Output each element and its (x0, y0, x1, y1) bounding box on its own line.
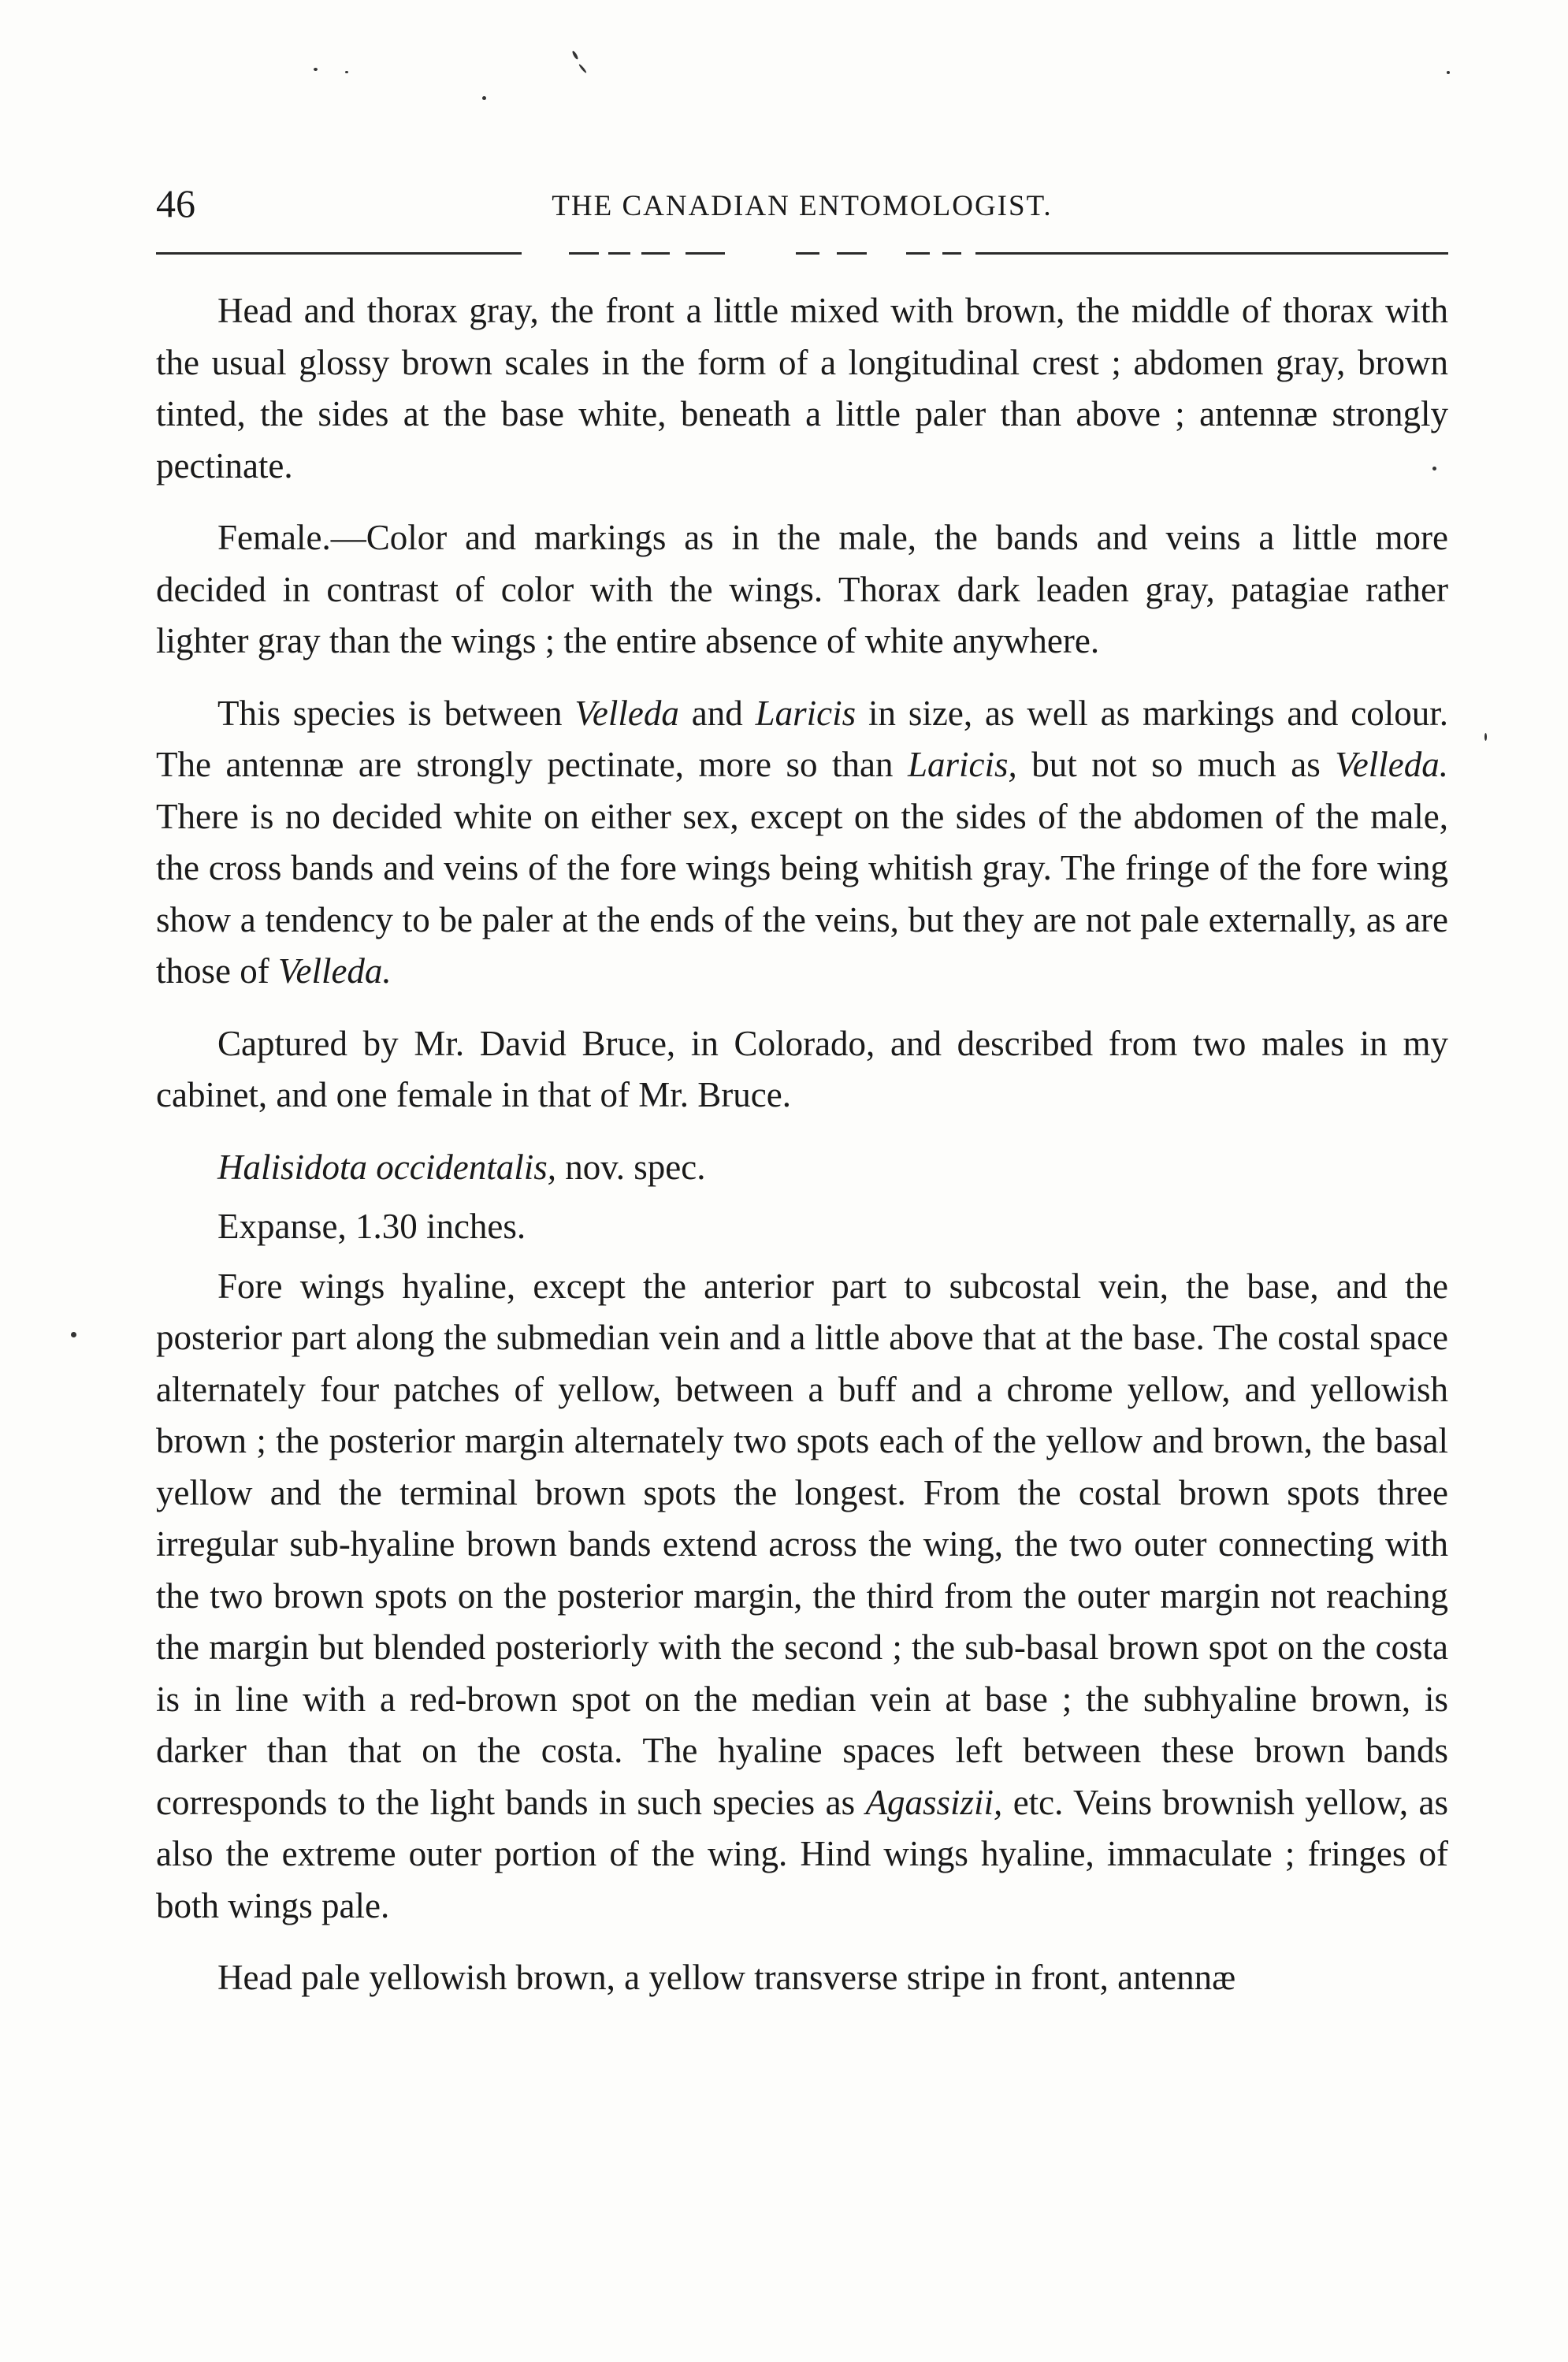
text-run: Fore wings hyaline, except the anterior part to subcostal vein, the base, and the posterior part along the submedian vein and a little above that at the base. The costal space alternately four patches of yellow, between a buff and a chrome yellow, and yellowish brown ; the posterior margin alternately two spots each of the yellow and brown, the basal yellow and the terminal brown spots the longest. From the costal brown spots three irregular sub-hyaline brown bands extend across the wing, the two outer connecting with the two brown spots on the posterior margin, the third from the outer margin not reaching the margin but blended posteriorly with the second ; the sub-basal brown spot on the costa is in line with a red-brown spot on the median vein at base ; the subhyaline brown, is darker than that on the costa. The hyaline spaces left between these brown bands corresponds to the light bands in such species as (156, 1266, 1448, 1822)
page-number: 46 (156, 181, 195, 225)
text-run: There is no decided white on either sex, except on the sides of the abdomen of the male, the cross bands and veins of the fore wings being whitish gray. The fringe of the fore wing show a tendency to be paler at the ends of the veins, but they are not pale externally, as are those of (156, 796, 1448, 991)
text-run: and (678, 693, 756, 733)
scan-speck (1484, 733, 1487, 741)
paragraph (156, 1018, 1448, 1121)
text-run: in size, as well as markings and colour. The antennæ are strongly pectinate, more so than (156, 693, 1448, 784)
scan-speck (1447, 71, 1450, 74)
header-rule-gap (867, 249, 906, 257)
header-rule-gap (819, 249, 837, 257)
text-run: but not so much as (1016, 745, 1336, 784)
scan-speck (314, 68, 318, 71)
article-body (156, 285, 1448, 2004)
species-heading (156, 1142, 1448, 1194)
text-run: etc. Veins brownish yellow, as also the extreme outer portion of the wing. Hind wings hyaline, immaculate ; fringes of both wings pale. (156, 1782, 1448, 1925)
paragraph (156, 688, 1448, 998)
text-run: Expanse, 1.30 inches. (217, 1207, 526, 1246)
header-rule-gap (930, 249, 942, 257)
running-title: THE CANADIAN ENTOMOLOGIST. (552, 190, 1053, 222)
page-header (156, 180, 1448, 227)
italic-run: Halisidota occidentalis, (217, 1147, 556, 1187)
italic-run: Agassizii, (865, 1782, 1003, 1822)
header-rule (156, 252, 1448, 255)
header-rule-gap (599, 249, 608, 257)
scan-speck (482, 96, 486, 100)
text-run: Head and thorax gray, the front a little mixed with brown, the middle of thorax with the usual glossy brown scales in the form of a longitudinal crest ; abdomen gray, brown tinted, the sides at the base white, beneath a little paler than above ; antennæ strongly pectinate. (156, 291, 1448, 485)
text-run: Captured by Mr. David Bruce, in Colorado, and described from two males in my cabinet, and one female in that of Mr. Bruce. (156, 1023, 1448, 1114)
paragraph (156, 1201, 1448, 1253)
italic-run: Laricis (755, 693, 856, 733)
paragraph (156, 1261, 1448, 1932)
text-run: nov. spec. (555, 1147, 706, 1187)
text-run: Female.—Color and markings as in the male, the bands and veins a little more decided in contrast of color with the wings. Thorax dark leaden gray, patagiae rather lighter gray than the wings ; the entire absence of white anywhere. (156, 518, 1448, 660)
scan-speck (578, 64, 587, 74)
paragraph (156, 285, 1448, 492)
scan-speck (71, 1332, 76, 1337)
italic-run: Laricis, (908, 745, 1017, 784)
header-rule-gap (670, 249, 686, 257)
header-rule-gap (630, 249, 641, 257)
header-rule-gap (961, 249, 975, 257)
paragraph (156, 1952, 1448, 2004)
paragraph (156, 512, 1448, 668)
text-run: This species is between (217, 693, 575, 733)
header-rule-gap (725, 249, 796, 257)
italic-run: Velleda. (277, 951, 392, 991)
scan-speck (571, 50, 578, 60)
italic-run: Velleda. (1335, 745, 1448, 784)
header-rule-gap (522, 249, 569, 257)
scan-speck (345, 71, 348, 73)
italic-run: Velleda (574, 693, 679, 733)
text-run: Head pale yellowish brown, a yellow transverse stripe in front, antennæ (217, 1958, 1236, 1997)
